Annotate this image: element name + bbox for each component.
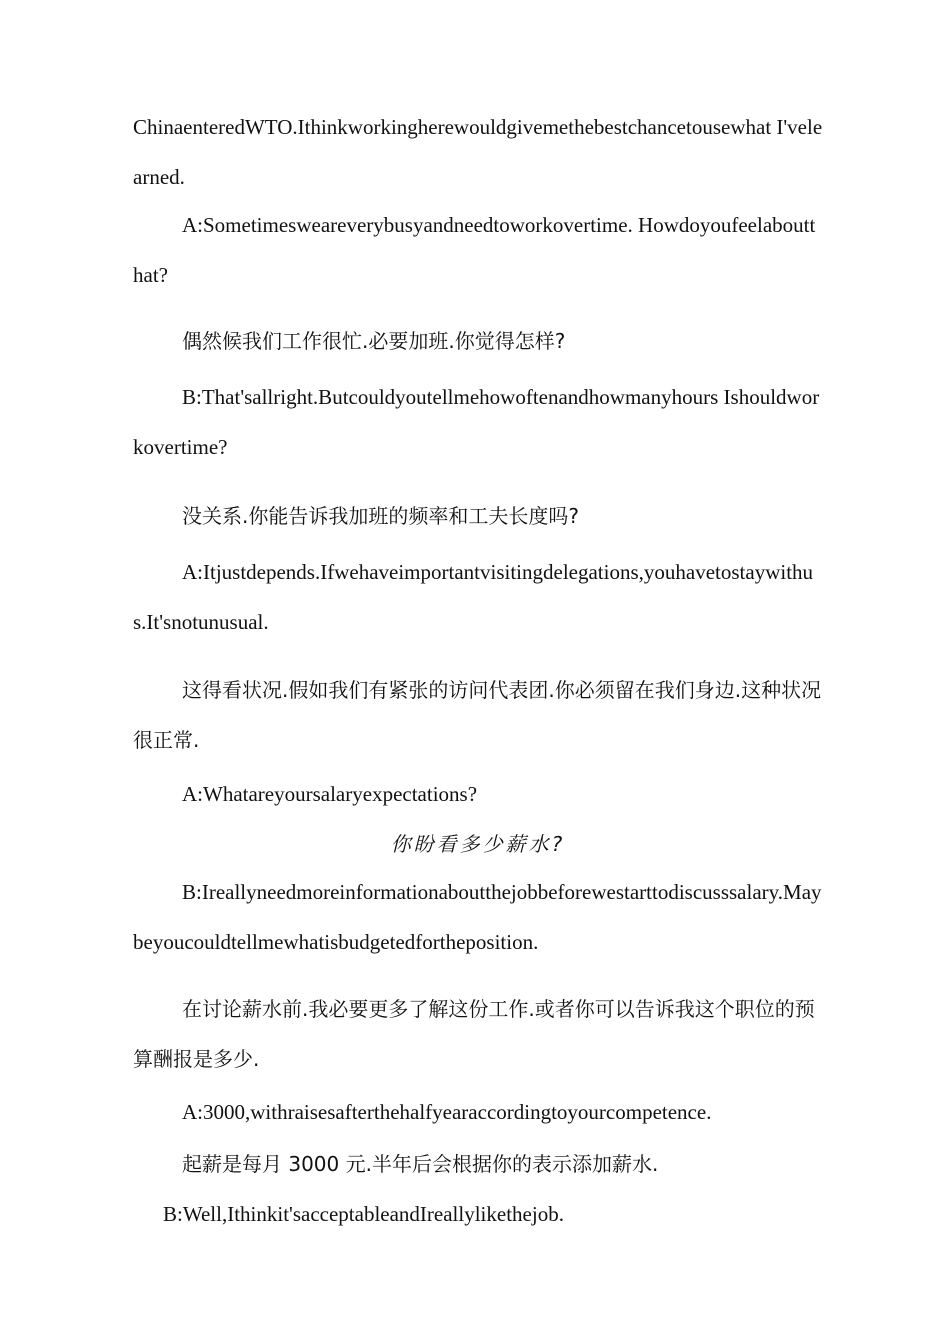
paragraph-14: B:Well,Ithinkit'sacceptableandIreallylikethejob. [163,1202,564,1226]
paragraph-5-chinese: 没关系.你能告诉我加班的频率和工夫长度吗? [182,504,579,528]
paragraph-4: B:That'sallright.Butcouldyoutellmehowoftenandhowmanyhours Ishouldworkovertime? [133,385,820,459]
paragraph-1: ChinaenteredWTO.Ithinkworkingherewouldgivemethebestchancetousewhat I'velearned. [133,115,823,189]
paragraph-6: A:Itjustdepends.Ifwehaveimportantvisitingdelegations,youhavetostaywithus.It'snotunusual. [133,560,814,634]
paragraph-7-chinese: 这得看状况.假如我们有紧张的访问代表团.你必须留在我们身边.这种状况很正常. [133,678,822,752]
paragraph-13-chinese: 起薪是每月 3000 元.半年后会根据你的表示添加薪水. [182,1152,659,1176]
paragraph-12: A:3000,withraisesafterthehalfyearaccordingtoyourcompetence. [182,1100,712,1124]
paragraph-3-chinese: 偶然候我们工作很忙.必要加班.你觉得怎样? [182,329,566,353]
paragraph-2: A:Sometimesweareverybusyandneedtoworkovertime. Howdoyoufeelaboutthat? [133,213,816,287]
paragraph-10: B:Ireallyneedmoreinformationaboutthejobbeforewestarttodiscusssalary.Maybeyoucouldtellmewhatisbudgetedfortheposition. [133,880,822,954]
paragraph-9-chinese-centered: 你盼看多少薪水? [390,832,566,856]
paragraph-11-chinese: 在讨论薪水前.我必要更多了解这份工作.或者你可以告诉我这个职位的预算酬报是多少. [133,997,815,1071]
paragraph-8: A:Whatareyoursalaryexpectations? [182,782,478,806]
